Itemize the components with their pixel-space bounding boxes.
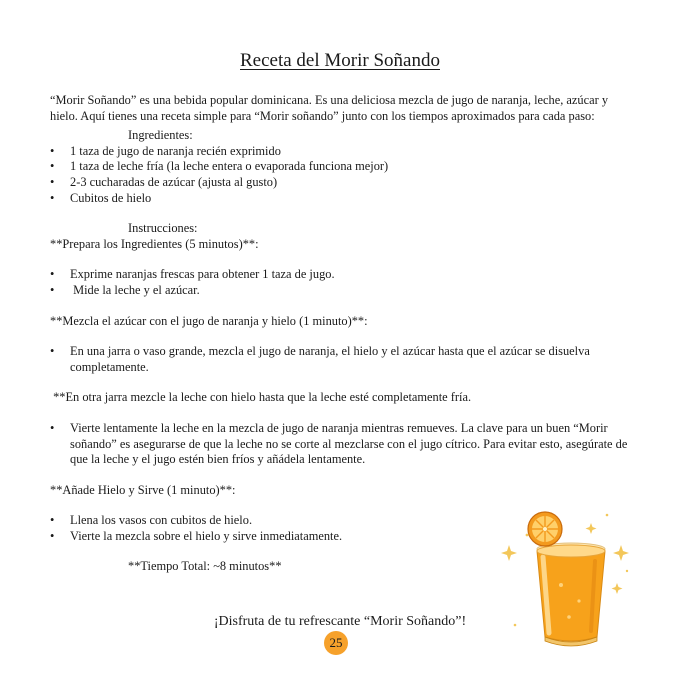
step-2-title: **Mezcla el azúcar con el jugo de naranja y hielo (1 minuto)**: <box>50 313 368 328</box>
bullet-icon: • <box>50 282 55 297</box>
instructions-heading: Instrucciones: <box>128 221 198 236</box>
list-item: • Exprime naranjas frescas para obtener 1 taza de jugo. <box>50 267 335 282</box>
bullet-icon: • <box>50 159 55 174</box>
total-time: **Tiempo Total: ~8 minutos** <box>128 559 282 574</box>
step-1-list <box>50 267 630 298</box>
ingredients-heading: Ingredientes: <box>128 128 193 143</box>
orange-juice-glass-icon <box>495 505 635 655</box>
bullet-icon: • <box>50 174 55 189</box>
ingredients-list <box>50 144 630 206</box>
step-2-list <box>50 344 630 375</box>
step-4-title: **Añade Hielo y Sirve (1 minuto)**: <box>50 482 236 497</box>
list-item: • Vierte la mezcla sobre el hielo y sirve inmediatamente. <box>50 528 343 543</box>
orange-slice-icon <box>528 512 562 546</box>
step-1-title: **Prepara los Ingredientes (5 minutos)**: <box>50 236 259 251</box>
list-item: • 1 taza de jugo de naranja recién exprimido <box>50 143 281 158</box>
list-item: • Llena los vasos con cubitos de hielo. <box>50 513 253 528</box>
step-3-list <box>50 421 630 468</box>
bullet-icon: • <box>50 143 55 158</box>
page-number: 25 <box>324 631 348 655</box>
page-title: Receta del Morir Soñando <box>240 50 440 71</box>
list-item: • 1 taza de leche fría (la leche entera o evaporada funciona mejor) <box>50 159 389 174</box>
bullet-icon: • <box>50 528 55 543</box>
intro-paragraph: “Morir Soñando” es una bebida popular dominicana. Es una deliciosa mezcla de jugo de naranja, leche, azúcar y hielo. Aquí tienes una receta simple para “Morir soñando” junto con los tiempos aproximados para cada paso: <box>50 93 609 123</box>
bullet-icon: • <box>50 267 55 282</box>
bullet-icon: • <box>50 513 55 528</box>
step-3-title: **En otra jarra mezcle la leche con hielo hasta que la leche esté completamente fría. <box>50 390 472 405</box>
list-item: • 2-3 cucharadas de azúcar (ajusta al gusto) <box>50 174 278 189</box>
bullet-icon: • <box>50 190 55 205</box>
bullet-icon: • <box>50 420 55 435</box>
recipe-content <box>50 93 630 575</box>
list-item: • Mide la leche y el azúcar. <box>50 282 200 297</box>
bullet-icon: • <box>50 344 55 359</box>
list-item: • Vierte lentamente la leche en la mezcla de jugo de naranja mientras remueves. La clave para un buen “Morir soñando” es asegurarse de que la leche no se corte al mezclarse con el jugo cítrico. Para evitar esto, asegúrate de que la leche y el jugo estén bien fríos y añádela lentamente. <box>50 420 628 467</box>
closing-line: ¡Disfruta de tu refrescante “Morir Soñando”! <box>213 614 467 629</box>
list-item: • En una jarra o vaso grande, mezcla el jugo de naranja, el hielo y el azúcar hasta que el azúcar se disuelva completamente. <box>50 344 590 374</box>
list-item: • Cubitos de hielo <box>50 190 152 205</box>
